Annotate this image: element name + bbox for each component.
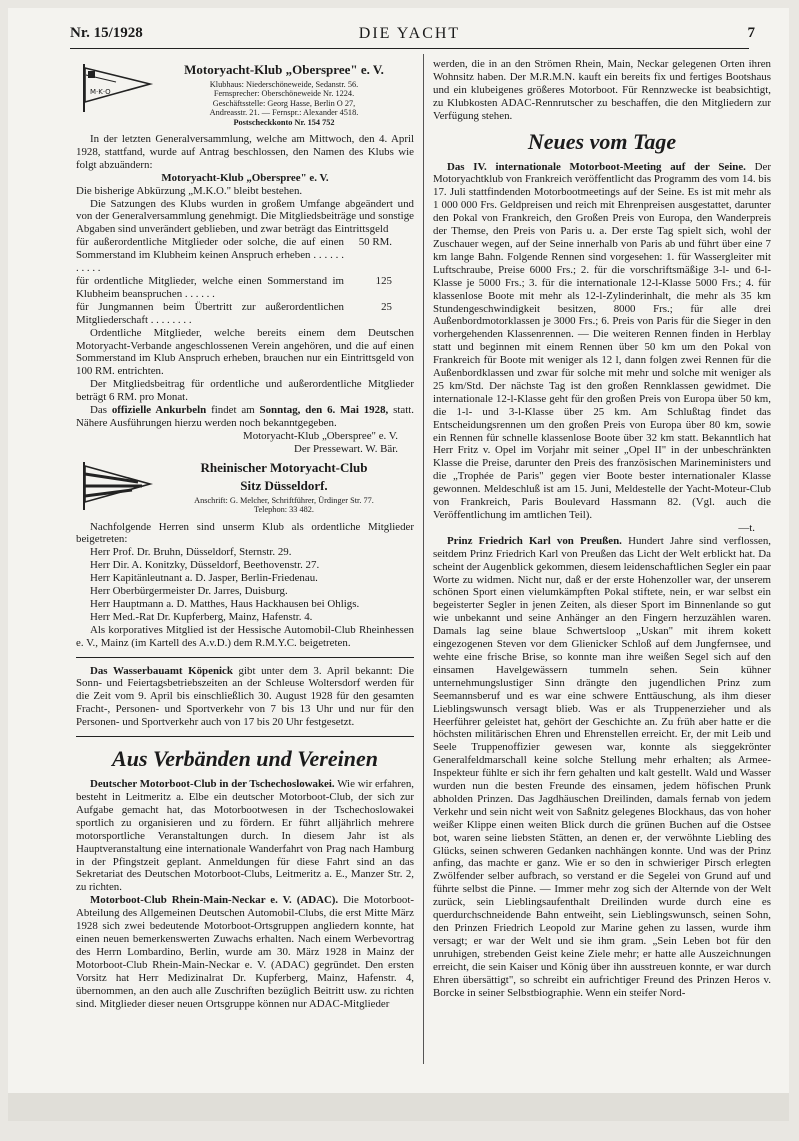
paragraph: Die bisherige Abkürzung „M.K.O." bleibt bestehen. (76, 184, 303, 197)
club-address-line: Telephon: 33 482. (253, 505, 315, 515)
signature: Der Pressewart. W. Bär. (293, 442, 398, 455)
fee-value: 25 (381, 300, 392, 313)
signature: Motoryacht-Klub „Oberspree" e. V. (243, 429, 398, 442)
paragraph: In der letzten Generalversammlung, welche am Mittwoch, den 4. April 1928, stattfand, wurde auf Antrag beschlossen, den Namen des Klubs wie folgt abzuändern: (76, 133, 414, 171)
club-header-rheinisch (76, 460, 414, 515)
club-name: Rheinischer Motoryacht-Club (200, 459, 368, 475)
paragraph: Ordentliche Mitglieder, welche bereits einem dem Deutschen Motoryacht-Verbande angeschlossenen Verein angehören, und die auf einen Sommerstand im Klub Anspruch erheben, brauchen nur ein Eintrittsgeld von 100 RM. entrichten. (76, 326, 414, 378)
page-number: 7 (747, 25, 755, 41)
club-address-block (154, 460, 414, 515)
page-bottom-margin (8, 1093, 789, 1121)
club-address-line: Postscheckkonto Nr. 154 752 (233, 117, 335, 127)
paragraph: Das offizielle Ankurbeln findet am Sonntag, den 6. Mai 1928, statt. Nähere Ausführungen hierzu werden noch bekanntgegeben. (76, 404, 414, 429)
fee-row (76, 236, 414, 275)
club-address-line: Andreasstr. 21. — Fernspr.: Alexander 4518. (209, 108, 359, 118)
member-entry: Herr Hauptmann a. D. Matthes, Haus Hackhausen bei Ohligs. (90, 597, 360, 610)
member-entry: Herr Prof. Dr. Bruhn, Düsseldorf, Sternstr. 29. (90, 546, 292, 559)
pennant-flag-icon (76, 62, 154, 114)
member-entry: Herr Dir. A. Konitzky, Düsseldorf, Beethovenstr. 27. (90, 559, 320, 572)
paragraph: Motorboot-Club Rhein-Main-Neckar e. V. (ADAC). Die Motorboot-Abteilung des Allgemeinen Deutschen Automobil-Clubs, die erst Mitte März 1928 sich zwei bedeutende Motorboot-Ortsgruppen angliedern konnte, hat einen neuen bemerkenswerten Zuwachs erhalten. Nach einem Werbevortrag des Herrn Lombardino, Berlin, wurde am 30. März 1928 in Mainz der Motorboot-Club Rhein-Main-Neckar e. V. (ADAC) gegründet. Den ersten Vorsitz hat Herr Medizinalrat Dr. Kupferberg, Mainz, Hafenstr. 4, übernommen, an den auch alle Zuschriften bezüglich Beitritt usw. zu richten sind. Mitglieder dieser neuen Ortsgruppe können nur ADAC-Mitglieder (76, 894, 414, 1010)
page (8, 8, 789, 1121)
member-entry: Herr Oberbürgermeister Dr. Jarres, Duisburg. (90, 585, 288, 598)
club-address-line: Anschrift: G. Melcher, Schriftführer, Ürdinger Str. 77. (194, 495, 374, 505)
paragraph: Als korporatives Mitglied ist der Hessische Automobil-Club Rheinhessen e. V., Mainz (im Kartell des A.v.D.) dem R.M.Y.C. beigetreten. (76, 623, 414, 649)
fee-value: 125 (375, 275, 392, 287)
flag-lettering: M·K·O (90, 88, 111, 96)
club-address-line: Klubhaus: Niederschöneweide, Sedanstr. 56. (209, 80, 359, 89)
section-rule (76, 736, 414, 737)
fee-row (76, 275, 414, 301)
club-seat: Sitz Düsseldorf. (240, 477, 328, 493)
club-new-name: Motoryacht-Klub „Oberspree" e. V. (161, 171, 329, 184)
author-mark: —t. (738, 521, 755, 534)
running-header (70, 22, 755, 49)
right-column (433, 58, 771, 999)
paragraph: Deutscher Motorboot-Club in der Tschechoslowakei. Wie wir erfahren, besteht in Leitmeritz a. Elbe ein deutscher Motorboot-Club, der sich zur Aufgabe gemacht hat, das Motorbootwesen in der Tschechoslowakei sportlich zu organisieren und zu fördern. Er führt alljährlich mehrere motorsportliche Veranstaltungen durch. In diesem Jahr ist als Hauptveranstaltung eine internationale Wanderfahrt von Prag nach Hamburg in der Pfingstzeit geplant. Anmeldungen für diese Fahrt sind an das Sekretariat des Deutschen Motorboot-Clubs, Leitmeritz a. E., Manzer Str. 2, zu richten. (76, 778, 414, 894)
member-entry: Herr Med.-Rat Dr. Kupferberg, Mainz, Hafenstr. 4. (90, 610, 313, 623)
member-entry: Herr Kapitänleutnant a. D. Jasper, Berlin-Friedenau. (90, 572, 318, 585)
section-heading: Neues vom Tage (527, 128, 677, 154)
left-column (76, 58, 414, 1010)
club-name: Motoryacht-Klub „Oberspree" e. V. (184, 62, 384, 77)
section-rule (76, 657, 414, 658)
member-list (76, 546, 414, 623)
magazine-title: DIE YACHT (358, 25, 461, 42)
club-address-line: Fernsprecher: Oberschöneweide Nr. 1224. (213, 89, 355, 99)
column-divider (423, 54, 424, 1064)
paragraph: werden, die in an den Strömen Rhein, Main, Neckar gelegenen Orten ihren Wohnsitz haben. Der M.R.M.N. kauft ein bereits fix und fertiges Bootshaus und ein klubeigenes größeres Motorboot. Für Rennzwecke ist beabsichtigt, zu Klubkosten ADAC-Rennrutscher zu beschaffen, die den Mitgliedern zur Verfügung stehen. (433, 58, 771, 122)
fee-text: für außerordentliche Mitglieder oder solche, die auf einen Sommerstand im Klubheim keinen Anspruch erheben . . . . . . . . . . . (76, 236, 344, 275)
notice-paragraph: Das Wasserbauamt Köpenick gibt unter dem 3. April bekannt: Die Sonn- und Feiertagsbetriebszeiten an der Schleuse Woltersdorf werden für die Zeit vom 9. April bis einschließlich 30. August 1928 für den gesamten Fracht-, Personen- und Sportverkehr von 7 bis 13 Uhr und nur für den Personen- und Sportverkehr auch von 17 bis 20 Uhr festgesetzt. (76, 664, 414, 729)
striped-pennant-icon (76, 460, 154, 512)
issue-number: Nr. 15/1928 (70, 25, 143, 41)
paragraph: Die Satzungen des Klubs wurden in großem Umfange abgeändert und von der Generalversammlung genehmigt. Die Mitgliedsbeiträge und sonstige Abgaben sind unverändert geblieben, und zwar beträgt das Eintrittsgeld (76, 197, 414, 236)
paragraph: Prinz Friedrich Karl von Preußen. Hundert Jahre sind verflossen, seitdem Prinz Friedrich Karl von Preußen das Licht der Welt erblickt hat. Da scheint der Augenblick gekommen, diesem leidenschaftlichen Segler ein paar Worte zu widmen. Nicht nur, daß er der erste Hohenzoller war, der unserem schönen Sport einen vielumkämpften Pokal stiftete, nein, er war selbst ein begeisterter Segler in jenen Zeiten, als dieser Sport im Binnenlande so gut wie unbekannt und seine Anhänger an den Fingern herzuzählen waren. Damals lag seine blaue Schwertsloop „Uskan" mit ihrem kokett eingezogenen Steven vor dem Glienicker Schloß auf dem Jungfernsee, und wehte eine frische Brise, so konnte man ihre weißen Segel sich auf den einsamen Havelgewässern tummeln sehen. Sein kühner unternehmungslustiger Sinn drängte den jugendlichen Prinz zum Seemannsberuf und es war eine schwere Enttäuschung, als ihm dieser Lieblingswunsch versagt blieb. Was er als Truppenerzieher und als Heerführer geleistet hat, gehört der Geschichte an. Zu früh aber hatte er die höchsten militärischen Ehren und Ehrenstellen erreicht. Er, der mit Leib und Seele Truppenoffizier gewesen war, konnte als sieggekrönter Generalfeldmarschall keine solche Stellung mehr erhalten; als Armee-Inspekteur fühlte er sich ihr fern gehalten und kalt gestellt. Wald und Wasser wurden nun die besten Freunde des einsamen, jedem höfischen Prunk abholden Prinzen. Das Jagdhäuschen Dreilinden, damals fernab von jedem Verkehr und sein nicht weit von Saßnitz gelegenes Blockhaus, das von hoher weißer Klippe einen weiten Blick durch die grünen Buchen auf die Ostsee bot, waren seine liebsten Stätten, an denen er, der verwöhnte Liebling des Glücks, seinen schweren Gedanken nachhängen konnte. Und was der Prinz anfing, das machte er ganz. Wie er so den in schwieriger Pirsch erlegten Zwölfender selber aufbrach, so verstand er die Segelei von Grund auf und führte selbst die Pinne. — Immer mehr zog sich der Alternde von der Welt zurück, sein Lieblingsaufenthalt Dreilinden wurde durch eine es querdurchschneidende Bahn entweiht, sein Lieblingswunsch, seinen Sohn, den Prinzen Friedrich Leopold zur Marine gehen zu lassen, wurde ihm versagt; er war der Welt und sie ihm gram. „Sein Leben bot für den unruhigen, strebenden Geist keine Ziele mehr; er hatte alle Auszeichnungen erreicht, die sein Kaiser und König über ihn ausstreuen konnte, er war durch Ehren übersättigt", so schreibt ein aufrichtiger Freund des Prinzen Heros v. Borcke in seiner Selbstbiographie. Wenn ein steifer Nord- (433, 534, 771, 999)
section-heading: Aus Verbänden und Vereinen (112, 746, 378, 772)
fee-row (76, 301, 414, 327)
paragraph: Nachfolgende Herren sind unserm Klub als ordentliche Mitglieder beigetreten: (76, 520, 414, 546)
club-address-line: Geschäftsstelle: Georg Hasse, Berlin O 27, (212, 98, 356, 108)
club-header-oberspree (76, 62, 414, 127)
paragraph: Der Mitgliedsbeitrag für ordentliche und außerordentliche Mitglieder beträgt 6 RM. pro Monat. (76, 378, 414, 404)
fee-value: 50 RM. (358, 236, 392, 249)
fee-text: für ordentliche Mitglieder, welche einen Sommerstand im Klubheim beanspruchen . . . . . . (76, 275, 344, 300)
fee-text: für Jungmannen beim Übertritt zur außerordentlichen Mitgliederschaft . . . . . . . . (76, 300, 344, 326)
club-address-block (154, 62, 414, 127)
paragraph: Das IV. internationale Motorboot-Meeting auf der Seine. Der Motoryachtklub von Frankreich veröffentlicht das Programm des vom 14. bis 17. Juli stattfindenden Motorbootmeetings auf der Seine. Es ist mit mehr als 1 000 000 Frs. Geldpreisen und reich mit Ehrenpreisen ausgestattet, darunter den Pokal von Frankreich, den Großen Preis von Europa, den Wanderpreis der Themse, den Preis von Paris u. a. Der erste Tag spielt sich, wohl der Zuschauer wegen, auf der Seine innerhalb von Paris ab und führt über eine 7 km lange Bahn. Folgende Rennen sind vorgesehen: 1. für Wassergleiter mit Luftschraube, Preise 6000 Frs.; 2. für die vorschriftsmäßige 3-l- und 6-l-Klasse je 5000 Frs.; 3. für die internationale 12-l-Klasse 5000 Frs.; 4. für klassenlose Boote mit mehr als 12-l-Zylinderinhalt, die mehr als 35 km Stundengeschwindigkeit besitzen, 8000 Frs.; für alle drei Außenbordmotorklassen je 3000 Frs.; 6. Preis von Paris für die Sieger in den vorhergehenden Klassenrennen. — Die weiteren Rennen finden in Herblay statt und beginnen mit einem Rennen über 50 km um den Pokal von Frankreich für Boote mit weniger als 12 l, dann folgen zwei Rennen für die Außenbordklassen und zwar für solche mit mehr und solche mit weniger als 25 km/Std. Der nächste Tag ist den großen Rennklassen gewidmet. Die internationale 12-l-Klasse geht für den großen Preis von Europa über 50 km, die 1-l- und 3-l-Klasse über 25 km. Am Schlußtag findet das Entscheidungsrennen um den großen Preis von Europa über 80 km, sowie ein Rennen für schnelle klassenlose Boote über 32 km statt. Bekanntlich hat Herr Fritz v. Opel im Vorjahr mit seiner „Opel II" in der unbeschränkten Klasse die Preise, darunter den Preis des französischen Marineministers und die „Trophée de Paris" gegen vier Boote bester internationaler Klasse gewonnen. Meldeschluß ist am 15. Juni, Meldestelle der Yacht-Moteur-Club von Frankreich, Paris Boulevard Hassmann 82. (Vgl. auch die Veröffentlichung im amtlichen Teil). (433, 160, 771, 521)
